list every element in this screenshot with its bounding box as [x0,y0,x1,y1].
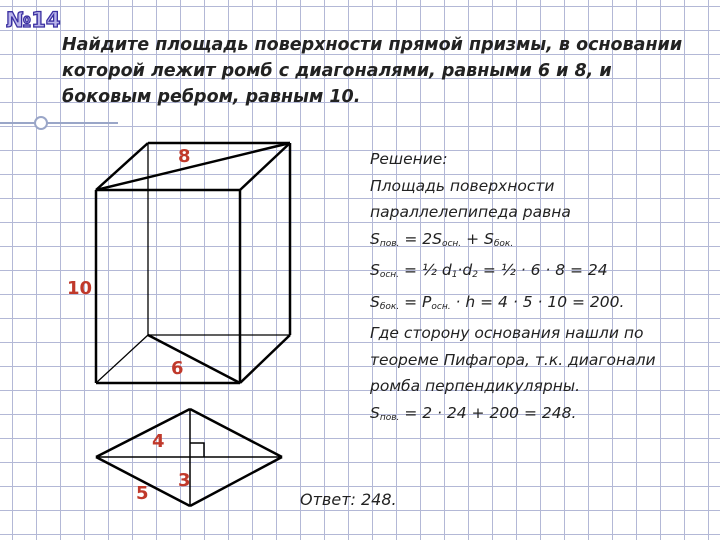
rhombus-edge [190,457,282,506]
formula-surface: $S_{пов.} = 2S_{осн.} + S_{бок.}$ [370,229,514,249]
solution-heading: Решение: [370,150,448,168]
formula-base-area: $S_{осн.}$ = ½ $d_1\cdot d_2$ = ½ · 6 · 8 = 24 [370,261,608,280]
top-diagonal [96,143,290,190]
label-top-diagonal: 8 [178,146,191,167]
formula-lateral-area: $S_{бок.} = P_{осн.} \cdot h = 4 \cdot 5 \cdot 10 = 200$. [370,292,625,312]
rhombus-edge [96,409,190,457]
problem-line: Найдите площадь поверхности прямой призмы, в основании [62,35,683,55]
problem-line: боковым ребром, равным 10. [62,87,361,107]
problem-line: которой лежит ромб с диагоналями, равными 6 и 8, и [62,61,612,81]
label-half-diagonal-4: 4 [152,431,165,452]
solution-block [370,146,720,431]
solution-line: Площадь поверхности [370,176,555,195]
answer: Ответ: 248. [300,490,397,509]
bottom-diagonal [148,335,240,383]
hidden-edge [96,335,148,383]
label-side-5: 5 [136,483,149,504]
solution-line: Где сторону основания нашли по [370,324,644,342]
solution-line: ромба перпендикулярны. [370,377,581,395]
label-lateral-edge: 10 [67,278,93,299]
solution-line: теореме Пифагора, т.к. диагонали [370,350,656,369]
label-half-diagonal-3: 3 [178,470,191,491]
formula-result: $S_{пов.} = 2 \cdot 24 + 200 = 248$. [370,403,577,423]
solution-line: параллелепипеда равна [370,203,571,221]
right-angle-mark [190,443,204,457]
label-bottom-diagonal: 6 [171,358,184,379]
problem-number: №14 [6,8,61,32]
prism-edge [240,335,290,383]
